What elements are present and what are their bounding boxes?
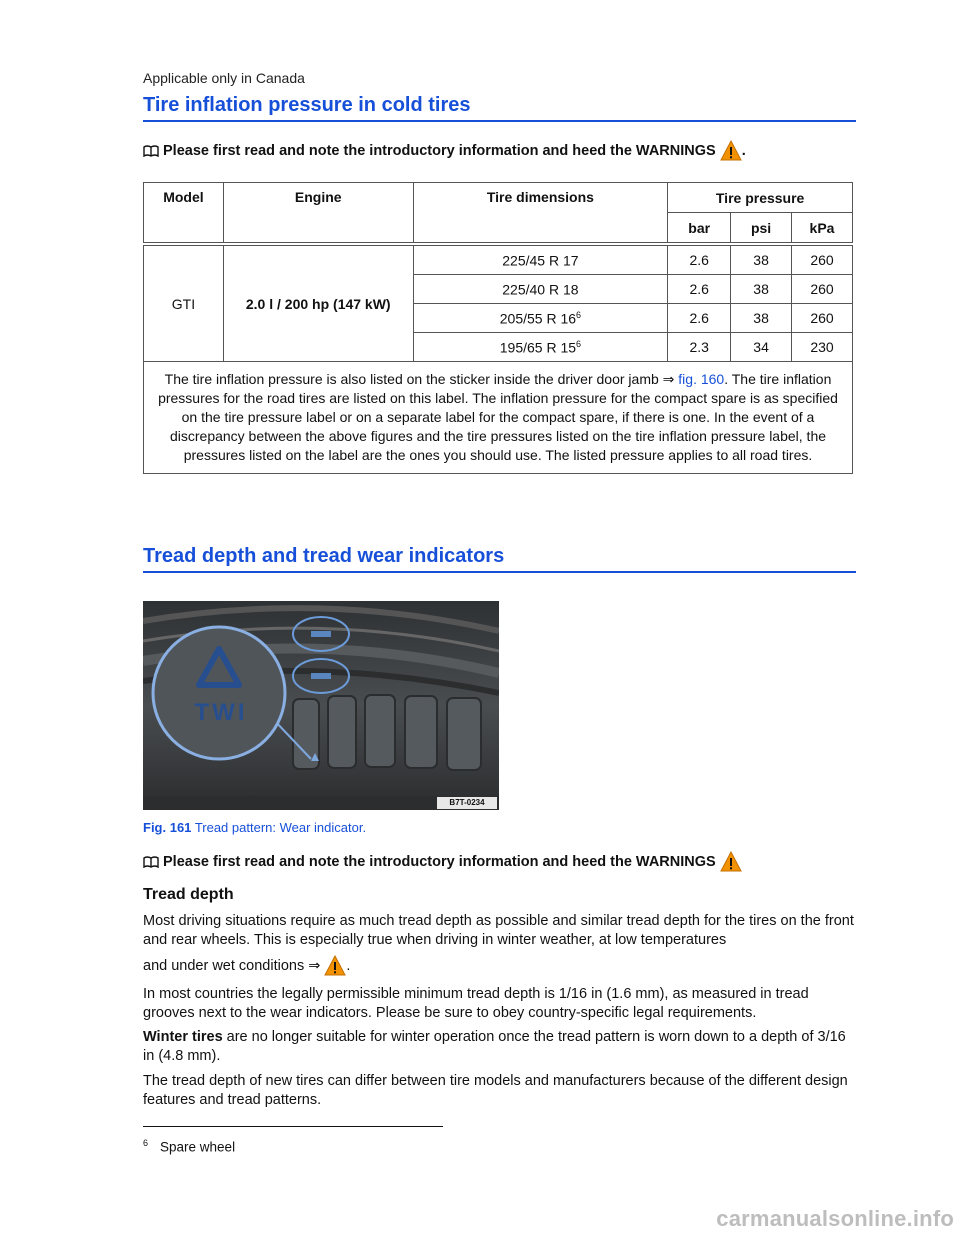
header-bar: bar: [668, 213, 731, 243]
footnote-number: 6: [143, 1138, 149, 1148]
header-model: Model: [144, 183, 224, 243]
twi-badge: TWI: [194, 699, 248, 726]
open-book-icon: [143, 856, 159, 868]
notice-text: Please first read and note the introductory information and heed the WARNINGS: [163, 143, 716, 159]
notice-intro-2: [143, 851, 742, 873]
warnings-link[interactable]: [716, 140, 742, 162]
note-text-start: The tire inflation pressure is also listed on the sticker inside the driver door jamb ⇒: [164, 371, 675, 387]
dimension-cell: 225/40 R 18: [413, 275, 668, 304]
bar-cell: 2.6: [668, 304, 731, 333]
header-psi: psi: [731, 213, 792, 243]
warning-triangle-icon: [720, 851, 742, 873]
warning-link-inline[interactable]: [320, 955, 346, 977]
watermark: carmanualsonline.info: [716, 1206, 954, 1231]
header-dimensions: Tire dimensions: [413, 183, 668, 243]
section-title-tread: Tread depth and tread wear indicators: [143, 545, 856, 573]
table-note: [144, 362, 853, 474]
dimension-cell: 205/55 R $16^6$: [413, 304, 668, 333]
caption-number: Fig. 161: [143, 820, 192, 835]
model-cell: GTI: [144, 246, 224, 362]
header-kpa: kPa: [792, 213, 853, 243]
paragraph-tread-2: In most countries the legally permissible minimum tread depth is 1/16 in (1.6 mm), as measured in tread grooves next to the wear indicators. Please be sure to obey country-specific legal requirements.: [143, 986, 809, 1021]
bar-cell: 2.6: [668, 246, 731, 275]
warnings-link[interactable]: [716, 851, 742, 873]
paragraph-tread-4: The tread depth of new tires can differ between tire models and manufacturers because of the different design features and tread patterns.: [143, 1073, 848, 1108]
psi-cell: 38: [731, 304, 792, 333]
open-book-icon: [143, 145, 159, 157]
tread-wear-figure: [143, 601, 499, 810]
winter-tires-text: are no longer suitable for winter operation once the tread pattern is worn down to a depth of 3/16 in (4.8 mm).: [143, 1029, 846, 1064]
bar-cell: 2.6: [668, 275, 731, 304]
header-engine: Engine: [223, 183, 413, 243]
kpa-cell: 260: [792, 304, 853, 333]
psi-cell: 38: [731, 275, 792, 304]
note-text-end: . The tire inflation pressures for the road tires are listed on this label. The inflation pressure for the compact spare is as specified on the tire pressure label or on a separate label for the compact spare, if there is one. In the event of a discrepancy between the above figures and the tire pressures listed on the tire inflation pressure label, the pressures listed on the label are the ones you should use. The listed pressure applies to all road tires.: [158, 371, 838, 463]
psi-cell: 34: [731, 333, 792, 362]
table-row: [144, 246, 853, 275]
notice-period: .: [741, 143, 746, 159]
dimension-cell: 225/45 R 17: [413, 246, 668, 275]
subheading-tread-depth: Tread depth: [143, 886, 234, 903]
warning-triangle-icon: [720, 140, 742, 162]
paragraph-tread-1b: [143, 955, 856, 977]
kpa-cell: 230: [792, 333, 853, 362]
caption-text: Tread pattern: Wear indicator.: [194, 820, 367, 835]
notice-intro-1: [143, 140, 746, 162]
notice-text: Please first read and note the introductory information and heed the WARNINGS: [163, 854, 716, 870]
figure-caption: [143, 820, 366, 835]
footnote-text: Spare wheel: [160, 1139, 236, 1155]
footnote-divider: [143, 1126, 443, 1127]
footnote: [143, 1138, 235, 1155]
psi-cell: 38: [731, 246, 792, 275]
header-pressure: Tire pressure: [668, 183, 853, 213]
kpa-cell: 260: [792, 275, 853, 304]
winter-tires-bold: Winter tires: [143, 1029, 223, 1045]
section-title-inflation: Tire inflation pressure in cold tires: [143, 94, 856, 122]
bar-cell: 2.3: [668, 333, 731, 362]
paragraph-winter-tires: [143, 1028, 856, 1066]
warning-triangle-icon: [324, 955, 346, 977]
dimension-cell: 195/65 R $15^6$: [413, 333, 668, 362]
paragraph-period: .: [346, 957, 351, 974]
kpa-cell: 260: [792, 246, 853, 275]
figure-code: B7T-0234: [449, 798, 485, 807]
paragraph-tread-1b-text: and under wet conditions ⇒: [143, 957, 321, 974]
paragraph-tread-1: Most driving situations require as much tread depth as possible and similar tread depth for the tires on the front and rear wheels. This is especially true when driving in winter weather, at low temperatures: [143, 913, 854, 948]
tire-pressure-table: [143, 182, 853, 474]
engine-cell: 2.0 l / 200 hp (147 kW): [223, 246, 413, 362]
applicability-note: Applicable only in Canada: [143, 70, 305, 86]
fig-160-link[interactable]: fig. 160: [678, 371, 725, 387]
